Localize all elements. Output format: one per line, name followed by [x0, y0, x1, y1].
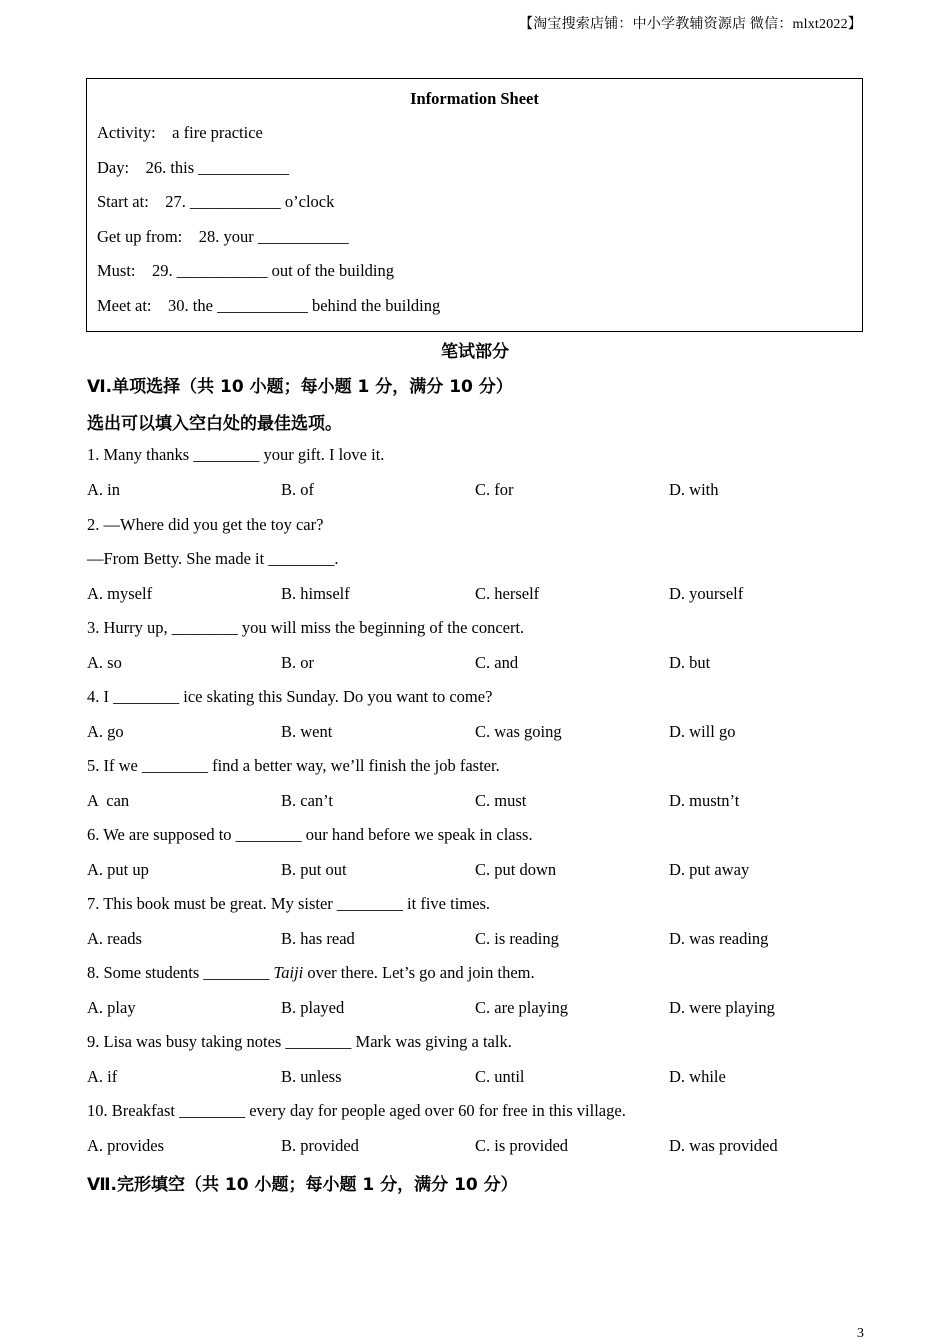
q4-option-b: B. went: [281, 722, 333, 741]
q4-option-d: D. will go: [669, 722, 736, 741]
header-note: 【淘宝搜索店铺：中小学教辅资源店 微信：mlxt2022】: [519, 17, 862, 32]
q9-option-d: D. while: [669, 1067, 726, 1086]
q5-option-b: B. can’t: [281, 791, 333, 810]
q5-option-a: A can: [87, 791, 130, 810]
q1-option-d: D. with: [669, 480, 719, 499]
info-row-meet: Meet at: 30. the ___________ behind the building: [97, 296, 441, 315]
q8-option-b: B. played: [281, 998, 345, 1017]
q10-option-c: C. is provided: [475, 1136, 569, 1155]
question-5: 5. If we ________ find a better way, we’ll finish the job faster.: [87, 756, 500, 775]
q2-option-b: B. himself: [281, 584, 350, 603]
question-6: 6. We are supposed to ________ our hand before we speak in class.: [87, 825, 533, 844]
question-8: 8. Some students ________ Taiji over there. Let’s go and join them.: [87, 963, 535, 982]
q7-option-d: D. was reading: [669, 929, 769, 948]
section6-heading: Ⅵ.单项选择（共 10 小题；每小题 1 分，满分 10 分）: [87, 377, 513, 397]
info-row-activity: Activity: a fire practice: [97, 123, 263, 142]
q1-option-a: A. in: [87, 480, 120, 499]
q2-option-c: C. herself: [475, 584, 540, 603]
q8-option-d: D. were playing: [669, 998, 775, 1017]
q3-option-a: A. so: [87, 653, 122, 672]
question-2-reply: —From Betty. She made it ________.: [87, 549, 339, 568]
q1-option-b: B. of: [281, 480, 314, 499]
q9-option-b: B. unless: [281, 1067, 342, 1086]
section6-instruction: 选出可以填入空白处的最佳选项。: [87, 414, 342, 434]
section7-heading: Ⅶ.完形填空（共 10 小题；每小题 1 分，满分 10 分）: [87, 1175, 518, 1195]
question-3: 3. Hurry up, ________ you will miss the beginning of the concert.: [87, 618, 525, 637]
info-sheet-title: Information Sheet: [410, 89, 539, 108]
q6-option-c: C. put down: [475, 860, 557, 879]
q1-option-c: C. for: [475, 480, 514, 499]
page-number: 3: [857, 1326, 864, 1341]
q7-option-c: C. is reading: [475, 929, 559, 948]
q8-italic-word: Taiji: [273, 963, 304, 982]
q4-option-c: C. was going: [475, 722, 562, 741]
q3-option-c: C. and: [475, 653, 519, 672]
question-4: 4. I ________ ice skating this Sunday. Do you want to come?: [87, 687, 493, 706]
q4-option-a: A. go: [87, 722, 124, 741]
q3-option-b: B. or: [281, 653, 314, 672]
info-row-get-up: Get up from: 28. your ___________: [97, 227, 349, 246]
question-7: 7. This book must be great. My sister ________ it five times.: [87, 894, 490, 913]
q9-option-c: C. until: [475, 1067, 525, 1086]
info-row-day: Day: 26. this ___________: [97, 158, 290, 177]
written-part-title: 笔试部分: [441, 342, 509, 362]
question-1: 1. Many thanks ________ your gift. I love it.: [87, 445, 385, 464]
q5-option-c: C. must: [475, 791, 527, 810]
q10-option-d: D. was provided: [669, 1136, 778, 1155]
q6-option-b: B. put out: [281, 860, 347, 879]
question-9: 9. Lisa was busy taking notes ________ Mark was giving a talk.: [87, 1032, 512, 1051]
question-2: 2. —Where did you get the toy car?: [87, 515, 324, 534]
q7-option-a: A. reads: [87, 929, 142, 948]
q2-option-a: A. myself: [87, 584, 153, 603]
q3-option-d: D. but: [669, 653, 711, 672]
info-row-start: Start at: 27. ___________ o’clock: [97, 192, 335, 211]
q10-option-b: B. provided: [281, 1136, 359, 1155]
q8-option-c: C. are playing: [475, 998, 569, 1017]
q10-option-a: A. provides: [87, 1136, 164, 1155]
question-10: 10. Breakfast ________ every day for people aged over 60 for free in this village.: [87, 1101, 626, 1120]
q6-option-a: A. put up: [87, 860, 149, 879]
q9-option-a: A. if: [87, 1067, 118, 1086]
q6-option-d: D. put away: [669, 860, 750, 879]
information-sheet: [86, 78, 863, 332]
q5-option-d: D. mustn’t: [669, 791, 740, 810]
q8-option-a: A. play: [87, 998, 136, 1017]
q7-option-b: B. has read: [281, 929, 355, 948]
q2-option-d: D. yourself: [669, 584, 744, 603]
info-row-must: Must: 29. ___________ out of the building: [97, 261, 395, 280]
